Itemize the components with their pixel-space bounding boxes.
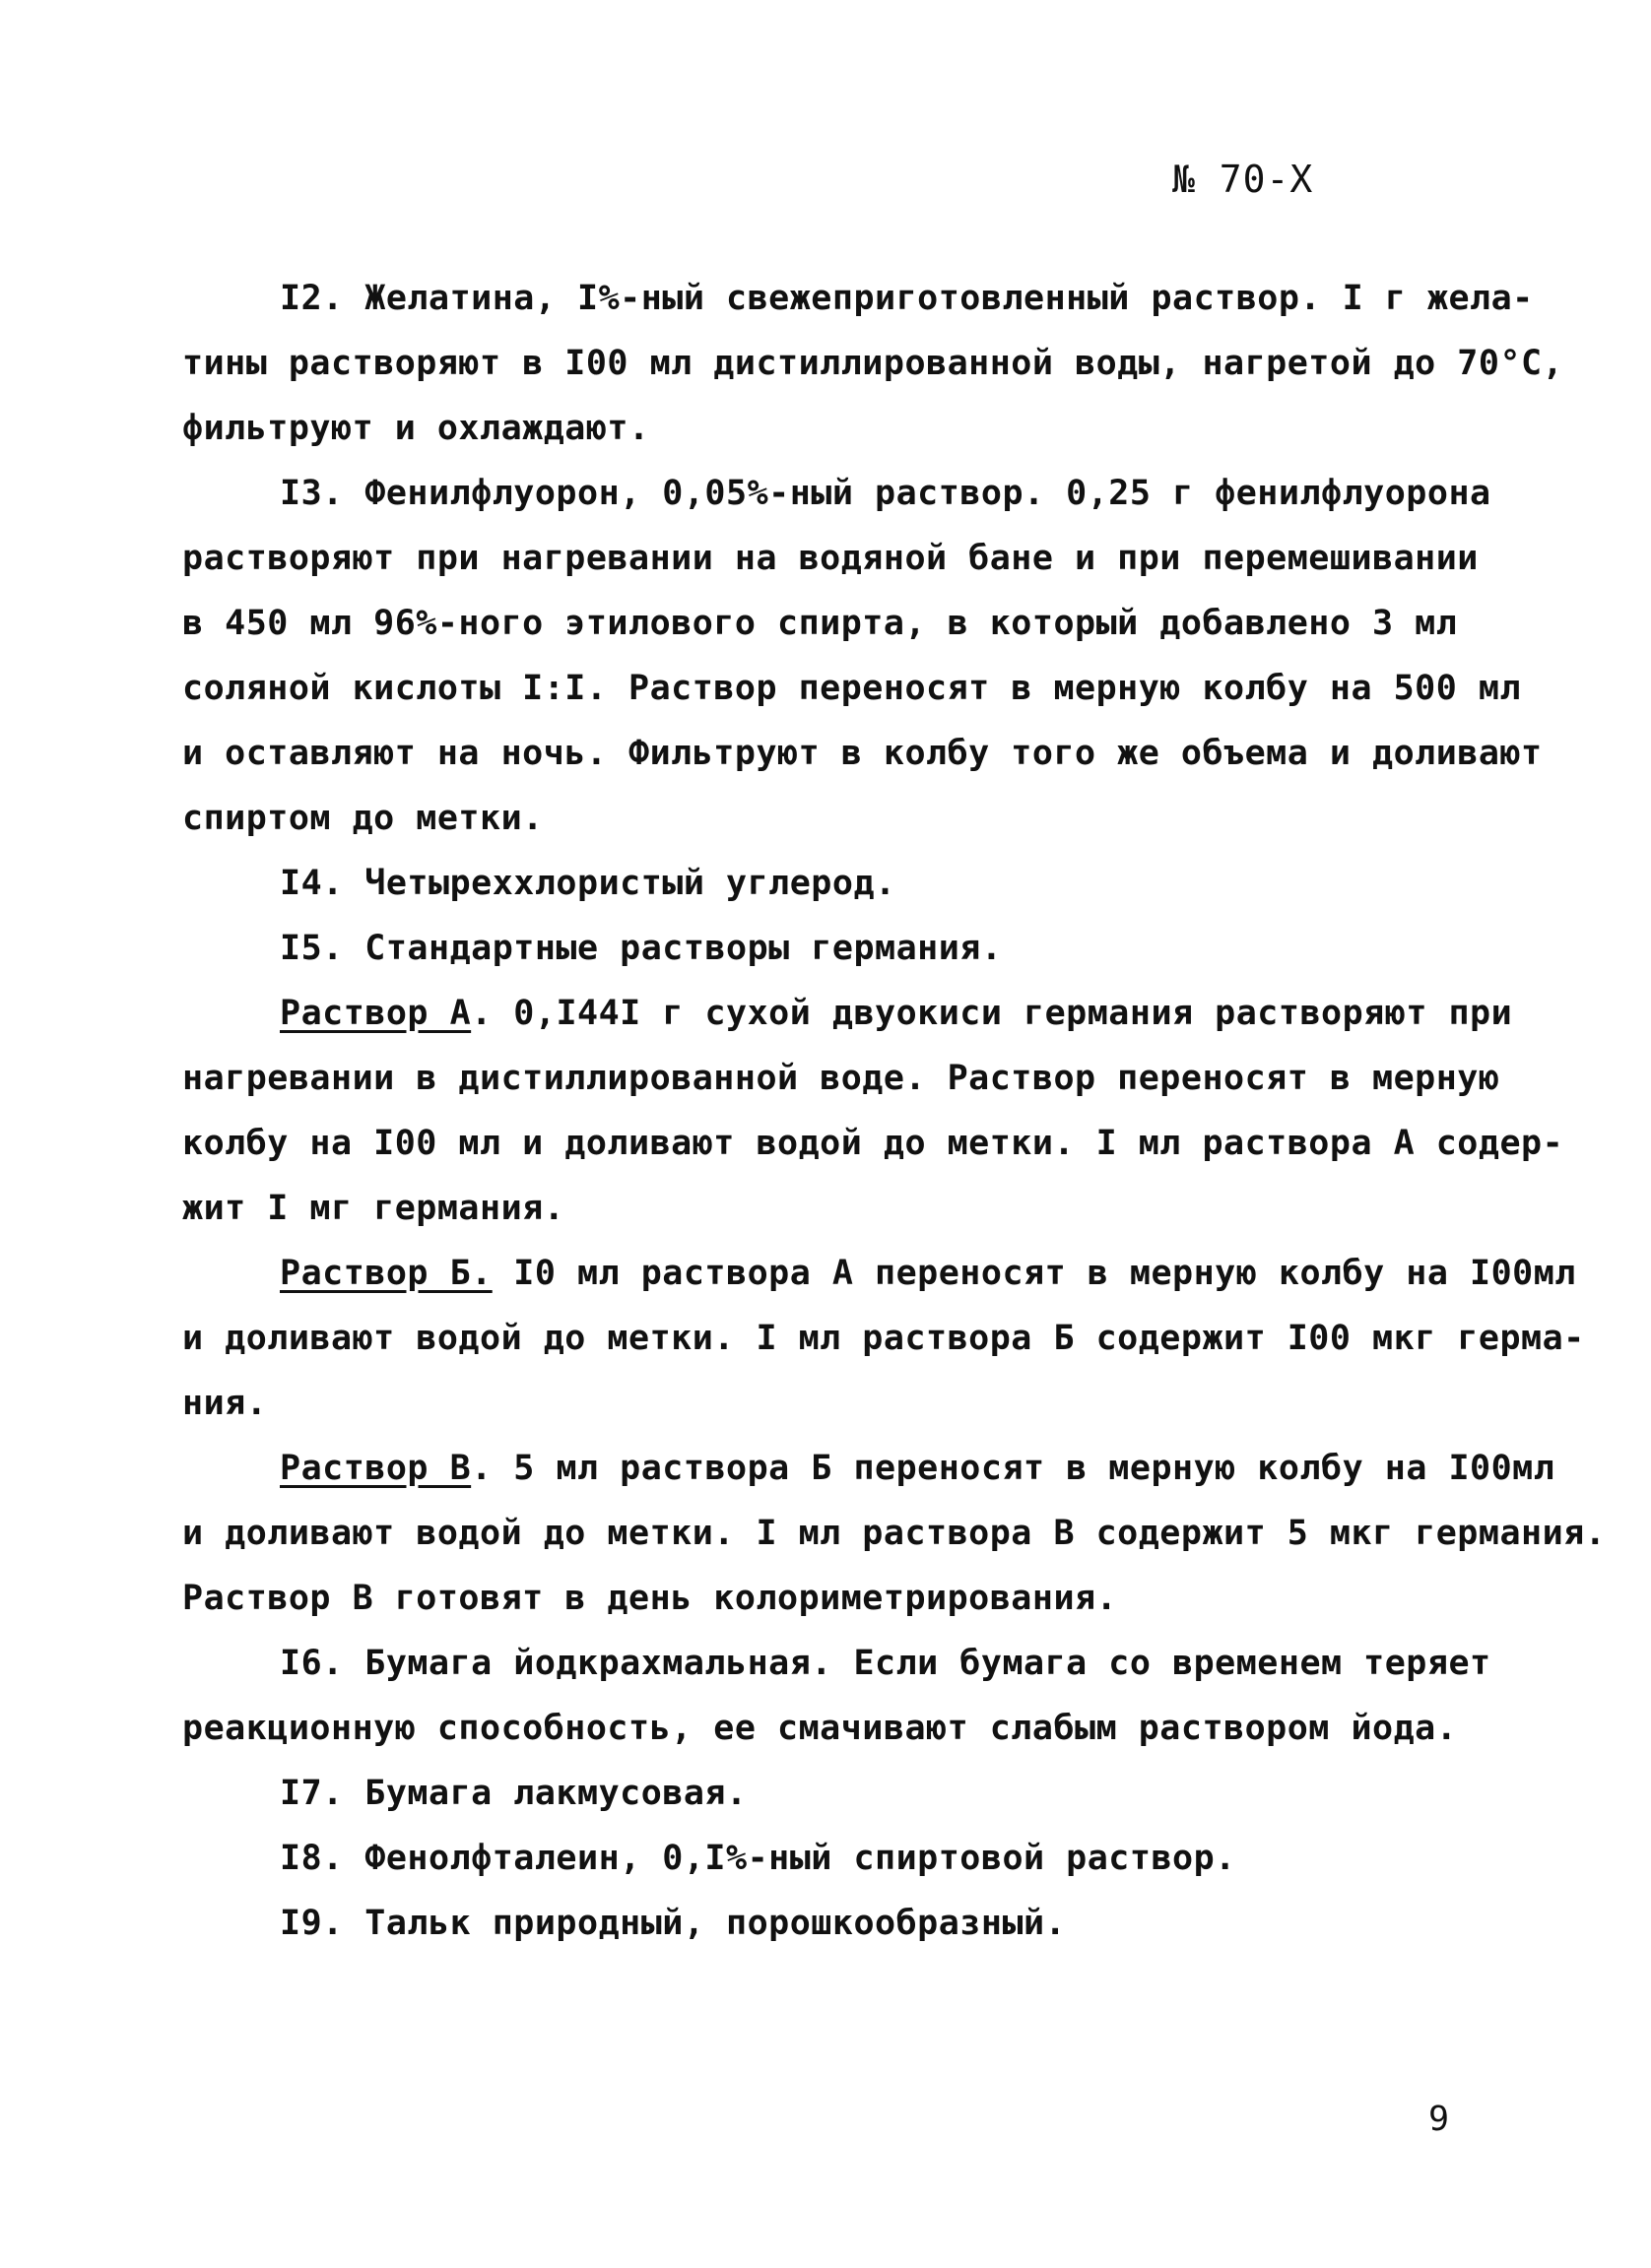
item-12-line-1: I2. Желатина, I%-ный свежеприготовленный раствор. I г жела- bbox=[280, 279, 1534, 318]
solution-b-line-2: и доливают водой до метки. I мл раствора Б содержит I00 мкг герма- bbox=[182, 1319, 1585, 1358]
item-18-line-1: I8. Фенолфталеин, 0,I%-ный спиртовой раствор. bbox=[280, 1839, 1236, 1878]
item-13-line-2: растворяют при нагревании на водяной бане и при перемешивании bbox=[182, 539, 1479, 578]
item-16-line-2: реакционную способность, ее смачивают слабым раствором йода. bbox=[182, 1709, 1458, 1748]
item-12-line-3: фильтруют и охлаждают. bbox=[182, 409, 650, 448]
item-12-line-2: тины растворяют в I00 мл дистиллированной воды, нагретой до 70°С, bbox=[182, 344, 1564, 383]
solution-b-line-1 bbox=[182, 1241, 1576, 1306]
item-13-line-3: в 450 мл 96%-ного этилового спирта, в который добавлено 3 мл bbox=[182, 604, 1458, 643]
solution-a-line-3: колбу на I00 мл и доливают водой до метки. I мл раствора А содер- bbox=[182, 1124, 1564, 1163]
solution-a-text: . 0,I44I г сухой двуокиси германия растворяют при bbox=[471, 994, 1513, 1033]
page-number: 9 bbox=[1428, 2100, 1450, 2139]
item-13-line-6: спиртом до метки. bbox=[182, 799, 544, 838]
item-17-line-1: I7. Бумага лакмусовая. bbox=[280, 1774, 748, 1813]
solution-a-line-1 bbox=[182, 981, 1522, 1046]
item-15-line-1: I5. Стандартные растворы германия. bbox=[280, 929, 1003, 968]
item-13-line-5: и оставляют на ночь. Фильтруют в колбу того же объема и доливают bbox=[182, 734, 1543, 773]
item-16-line-1: I6. Бумага йодкрахмальная. Если бумага со временем теряет bbox=[280, 1644, 1491, 1683]
document-number: № 70-Х bbox=[1172, 158, 1314, 201]
document-body bbox=[182, 266, 1607, 1956]
solution-v-line-2: и доливают водой до метки. I мл раствора В содержит 5 мкг германия. bbox=[182, 1514, 1607, 1553]
solution-b-text: I0 мл раствора А переносят в мерную колбу на I00мл bbox=[492, 1254, 1576, 1293]
solution-a-label: Раствор А bbox=[280, 994, 472, 1033]
item-19-line-1: I9. Тальк природный, порошкообразный. bbox=[280, 1904, 1067, 1943]
solution-v-line-1 bbox=[182, 1436, 1555, 1501]
solution-v-line-3: Раствор В готовят в день колориметрирования. bbox=[182, 1579, 1118, 1618]
item-13-line-4: соляной кислоты I:I. Раствор переносят в мерную колбу на 500 мл bbox=[182, 669, 1522, 708]
solution-a-line-4: жит I мг германия. bbox=[182, 1189, 565, 1228]
solution-b-label: Раствор Б. bbox=[280, 1254, 493, 1293]
solution-v-text: . 5 мл раствора Б переносят в мерную колбу на I00мл bbox=[471, 1449, 1555, 1488]
solution-a-line-2: нагревании в дистиллированной воде. Раствор переносят в мерную bbox=[182, 1059, 1500, 1098]
solution-v-label: Раствор В bbox=[280, 1449, 472, 1488]
item-14-line-1: I4. Четыреххлористый углерод. bbox=[280, 864, 896, 903]
solution-b-line-3: ния. bbox=[182, 1384, 268, 1423]
item-13-line-1: I3. Фенилфлуорон, 0,05%-ный раствор. 0,25 г фенилфлуорона bbox=[280, 474, 1491, 513]
